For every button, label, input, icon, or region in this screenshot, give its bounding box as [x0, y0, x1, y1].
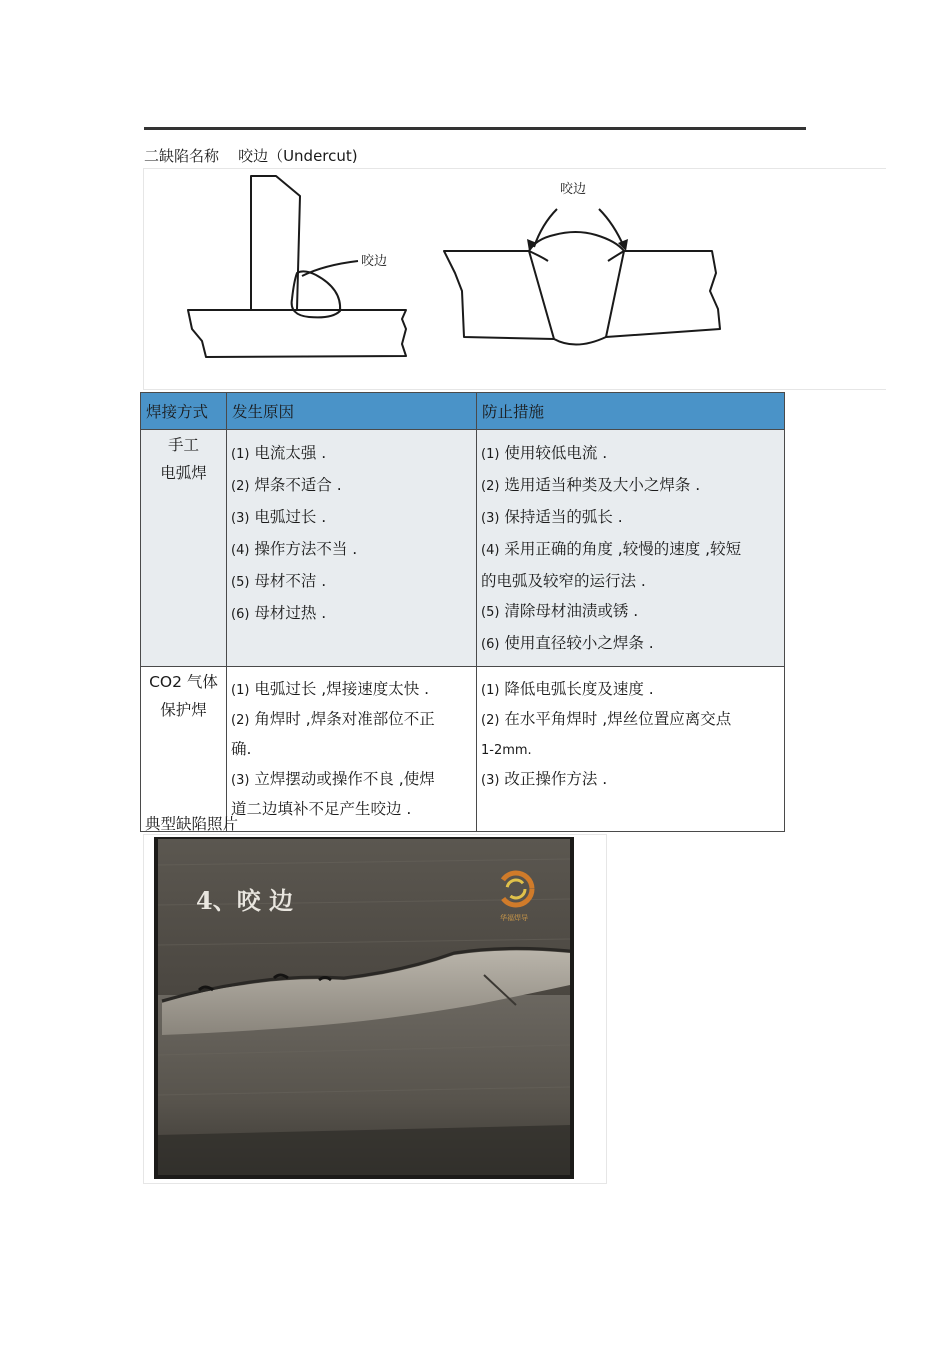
- table-row-co2: [141, 667, 785, 832]
- header-measures: 防止措施: [477, 393, 785, 430]
- list-item: (1) 电流太强 .: [231, 444, 327, 462]
- measures-co2: [477, 667, 785, 832]
- butt-left-plate: [444, 251, 554, 339]
- list-item: (2) 选用适当种类及大小之焊条 .: [481, 476, 701, 494]
- causes-manual-arc: [227, 430, 477, 667]
- list-item: (3) 改正操作方法 .: [481, 770, 608, 788]
- header-method: 焊接方式: [141, 393, 227, 430]
- section-heading: 二缺陷名称 咬边（Undercut): [144, 147, 358, 165]
- method-manual-arc: 手工 电弧焊: [141, 430, 227, 667]
- photo-logo: [500, 873, 532, 922]
- list-item: (5) 母材不洁 .: [231, 572, 327, 590]
- butt-weld-root: [554, 337, 606, 345]
- defect-photo-image: [144, 835, 606, 1183]
- list-item: (6) 母材过热 .: [231, 604, 327, 622]
- measures-manual-arc: [477, 430, 785, 667]
- undercut-diagram: [143, 168, 886, 390]
- list-item: (1) 电弧过长 ,焊接速度太快 .: [231, 680, 430, 698]
- list-item: 1-2mm.: [481, 743, 532, 758]
- list-item: 的电弧及较窄的运行法 .: [481, 572, 646, 590]
- top-divider: [144, 127, 806, 130]
- butt-undercut-label: 咬边: [560, 182, 587, 197]
- photo-overlay-title: 4、咬 边: [196, 886, 294, 915]
- photo-logo-text: 华福焊导: [500, 914, 528, 922]
- butt-right-plate: [606, 251, 720, 337]
- undercut-diagram-drawing: [144, 169, 886, 389]
- table-row-manual-arc: [141, 430, 785, 667]
- list-item: (1) 使用较低电流 .: [481, 444, 608, 462]
- list-item: 道二边填补不足产生咬边 .: [231, 800, 412, 818]
- header-causes: 发生原因: [227, 393, 477, 430]
- defect-photo: [143, 834, 607, 1184]
- photo-caption: 典型缺陷照片: [145, 815, 239, 833]
- list-item: (1) 降低电弧长度及速度 .: [481, 680, 654, 698]
- list-item: (3) 保持适当的弧长 .: [481, 508, 623, 526]
- list-item: (4) 操作方法不当 .: [231, 540, 358, 558]
- table-header-row: [141, 393, 785, 430]
- list-item: (3) 立焊摆动或操作不良 ,使焊: [231, 770, 435, 788]
- fillet-label-leader: [302, 261, 358, 276]
- list-item: (2) 在水平角焊时 ,焊丝位置应离交点: [481, 710, 732, 728]
- list-item: (3) 电弧过长 .: [231, 508, 327, 526]
- list-item: (6) 使用直径较小之焊条 .: [481, 634, 654, 652]
- causes-co2: [227, 667, 477, 832]
- defect-cause-table: [140, 392, 785, 832]
- butt-weld-cap: [529, 232, 624, 251]
- fillet-undercut-label: 咬边: [361, 254, 388, 269]
- method-co2: CO2 气体 保护焊: [141, 667, 227, 832]
- list-item: (2) 角焊时 ,焊条对准部位不正: [231, 710, 435, 728]
- base-plate: [188, 310, 406, 357]
- undercut-grooves: [529, 251, 624, 261]
- list-item: (5) 清除母材油渍或锈 .: [481, 602, 639, 620]
- list-item: (4) 采用正确的角度 ,较慢的速度 ,较短: [481, 540, 742, 558]
- list-item: 确.: [231, 740, 252, 758]
- list-item: (2) 焊条不适合 .: [231, 476, 342, 494]
